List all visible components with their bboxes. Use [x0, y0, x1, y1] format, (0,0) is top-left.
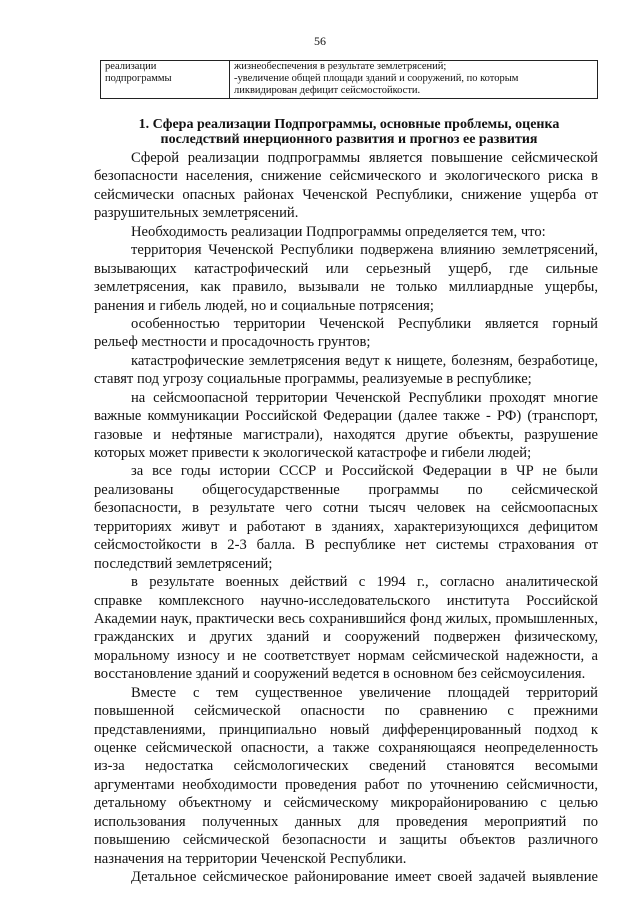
text-line: назначения на территории Чеченской Республики. — [94, 850, 407, 867]
text-line: ставят под угрозу социальные программы, реализуемые в республике; — [94, 371, 532, 388]
text-line: повышению сейсмической безопасности и защиты объектов различного — [94, 832, 598, 849]
text-line: Сферой реализации подпрограммы является повышение сейсмической — [131, 150, 598, 166]
text-line: использования полученных данных для проведения мероприятий по — [94, 813, 598, 830]
text-line: гражданских и других зданий и сооружений подвержен физическому, — [94, 629, 598, 646]
text-line: из-за недостатка сейсмологических сведений становятся весомыми — [94, 758, 598, 775]
text-line: моральному износу и не соответствует нормам сейсмической надежности, а — [94, 647, 598, 664]
text-line: землетрясения, как правило, вызывали не только миллиардные ущербы, — [94, 279, 598, 296]
text-line: на сейсмоопасной территории Чеченской Республики проходят многие — [131, 389, 598, 406]
table-cell-text: -увеличение общей площади зданий и сооружений, по которым — [234, 73, 519, 84]
table-cell-left — [101, 61, 230, 99]
text-line: территория Чеченской Республики подвержена влиянию землетрясений, — [131, 242, 598, 259]
text-line: катастрофические землетрясения ведут к нищете, болезням, безработице, — [131, 352, 598, 369]
table-row — [101, 61, 598, 99]
section-heading — [100, 117, 598, 147]
continuation-table — [100, 60, 598, 99]
text-line: разрушительных землетрясений. — [94, 205, 299, 222]
table-cell-text: реализации — [105, 61, 157, 72]
text-line: детальному объектному и сейсмическому микрорайонированию с целью — [94, 795, 598, 812]
table-cell-text: жизнеобеспечения в результате землетрясений; — [234, 61, 447, 72]
text-line: восстановление зданий и сооружений ведется в основном без сейсмоусиления. — [94, 666, 586, 683]
text-line: повышенной сейсмической опасности по сравнению с прежними — [94, 703, 598, 720]
text-line: сейсмически опасных районах Чеченской Республики, снижение ущерба от — [94, 186, 598, 203]
text-line: рельеф местности и просадочность грунтов; — [94, 334, 371, 351]
text-line: аргументами необходимости проведения работ по уточнению сейсмичности, — [94, 776, 598, 793]
text-line: вызывающих катастрофический или серьезный ущерб, где сильные — [94, 260, 598, 277]
text-line: оценке сейсмической опасности, а также сохраняющаяся неопределенность — [94, 740, 598, 756]
text-line: территориях живут и работают в зданиях, характеризующихся дефицитом — [94, 518, 598, 535]
text-line: Необходимость реализации Подпрограммы определяется тем, что: — [131, 223, 546, 240]
table-cell-right — [230, 61, 598, 99]
section-heading-line: последствий инерционного развития и прогноз ее развития — [160, 132, 538, 147]
text-line: особенностью территории Чеченской Республики является горный — [131, 315, 598, 332]
text-line: сейсмостойкости в 2-3 балла. В республике нет системы страхования от — [94, 537, 598, 554]
body-text — [94, 149, 598, 887]
text-line: безопасности, в результате чего сотни тысяч человек на сейсмоопасных — [94, 500, 598, 517]
text-line: в результате военных действий с 1994 г., согласно аналитической — [131, 574, 598, 591]
text-line: важные коммуникации Российской Федерации (далее также - РФ) (транспорт, — [94, 408, 598, 425]
section-heading-line: 1. Сфера реализации Подпрограммы, основные проблемы, оценка — [138, 117, 560, 132]
text-line: Детальное сейсмическое районирование имеет своей задачей выявление — [131, 869, 598, 886]
text-line: Академии наук, практически весь сохранившийся фонд жилых, промышленных, — [94, 610, 598, 627]
text-line: ранения и гибель людей, но и социальные потрясения; — [94, 297, 434, 314]
text-line: безопасности населения, снижение сейсмического и экологического риска в — [94, 168, 598, 185]
text-line: реализованы общегосударственные программы по сейсмической — [94, 481, 598, 498]
text-line: газовые и нефтяные магистрали), находятся другие объекты, разрушение — [94, 426, 598, 443]
text-line: представлениями, принципиально новый дифференцированный подход к — [94, 721, 598, 738]
text-line: последствий землетрясений; — [94, 555, 273, 572]
text-line: Вместе с тем существенное увеличение площадей территорий — [131, 684, 598, 701]
table-cell-text: подпрограммы — [105, 73, 172, 84]
text-line: справке комплексного научно-исследовательского института Российской — [94, 592, 598, 609]
text-line: за все годы истории СССР и Российской Федерации в ЧР не были — [131, 463, 598, 480]
page-number: 56 — [314, 34, 326, 48]
table-cell-text: ликвидирован дефицит сейсмостойкости. — [234, 85, 421, 96]
text-line: которых может привести к экологической катастрофе и гибели людей; — [94, 445, 532, 461]
